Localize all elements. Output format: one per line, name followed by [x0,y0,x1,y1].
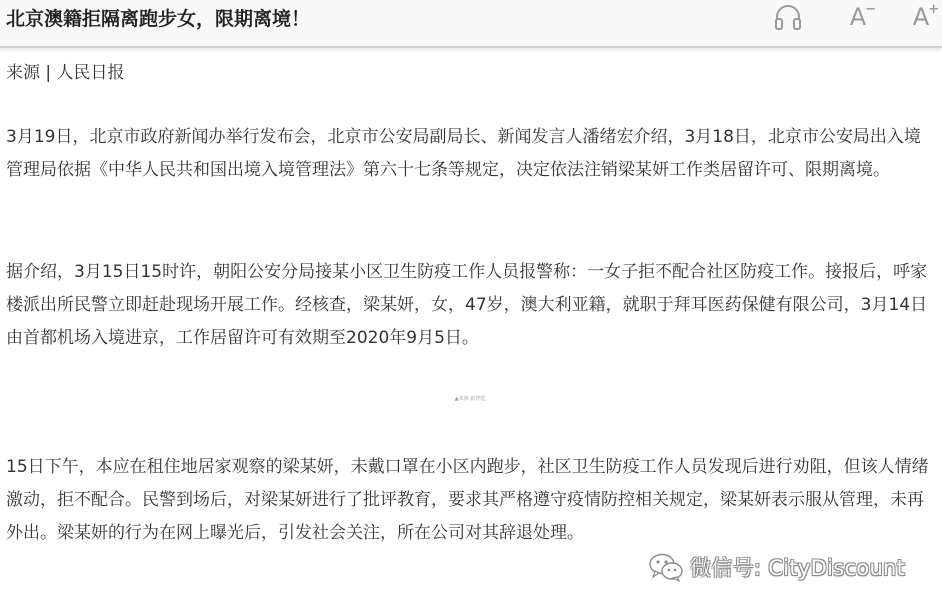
article-paragraph-1: 3月19日，北京市政府新闻办举行发布会，北京市公安局副局长、新闻发言人潘绪宏介绍，3月18日，北京市公安局出入境管理局依据《中华人民共和国出境入境管理法》第六十七条等规定，决定依法注销梁某妍工作类居留许可、限期离境。 [6,127,921,180]
font-larger-icon [912,2,940,31]
listen-button[interactable] [772,2,804,32]
font-smaller-glyph: A [849,3,867,31]
article-paragraph-2: 据介绍，3月15日15时许，朝阳公安分局接某小区卫生防疫工作人员报警称：一女子拒不配合社区防疫工作。接报后，呼家楼派出所民警立即赶赴现场开展工作。经核查，梁某妍，女，47岁，澳大利亚籍，就职于拜耳医药保健有限公司，3月14日由首都机场入境进京，工作居留许可有效期至2020年9月5日。 [6,262,928,348]
decrease-font-button[interactable] [842,2,877,32]
image-caption: ▲来源 新智能 [454,396,486,402]
article-paragraph-3: 15日下午，本应在租住地居家观察的梁某妍，未戴口罩在小区内跑步，社区卫生防疫工作人员发现后进行劝阻，但该人情绪激动，拒不配合。民警到场后，对梁某妍进行了批评教育，要求其严格遵守疫情防控相关规定，梁某妍表示服从管理，未再外出。梁某妍的行为在网上曝光后，引发社会关注，所在公司对其辞退处理。 [6,457,929,543]
headphone-icon [773,3,803,31]
article-title: 北京澳籍拒隔离跑步女，限期离境！ [6,8,311,30]
font-larger-glyph: A [912,3,930,31]
font-smaller-icon [849,2,877,31]
increase-font-button[interactable] [904,2,938,32]
wechat-watermark [648,550,905,584]
article-header [0,0,942,48]
wechat-logo-icon [648,552,684,582]
watermark-text: 微信号: CityDiscount [690,556,906,580]
font-smaller-sign: − [865,2,877,17]
font-larger-sign: + [928,2,940,17]
article-source: 来源 | 人民日报 [6,63,125,83]
